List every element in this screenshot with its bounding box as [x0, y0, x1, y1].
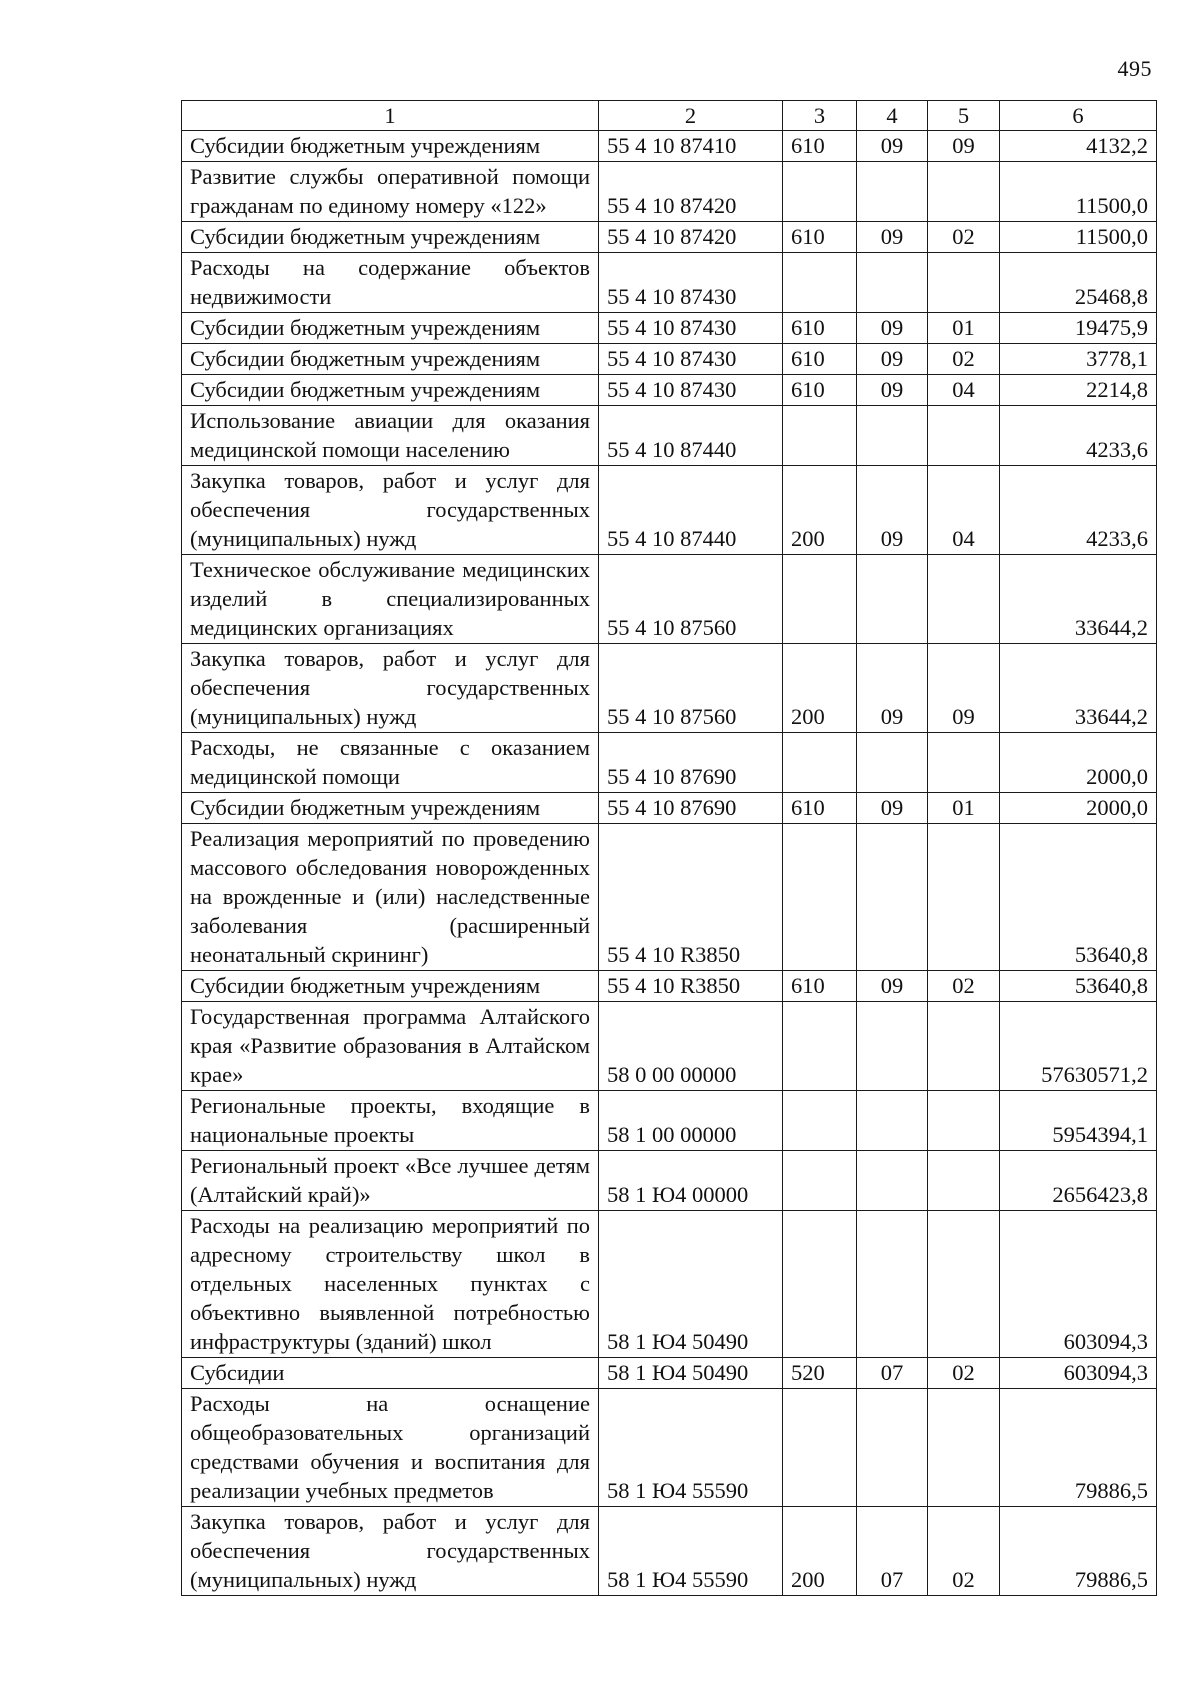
section-cell: 09	[857, 222, 928, 253]
subsection-cell: 02	[928, 222, 1000, 253]
column-header-5: 5	[928, 101, 1000, 131]
expense-name-cell: Расходы на реализацию мероприятий по адресному строительству школ в отдельных населенных пунктах с объективно выявленной потребностью инфраструктуры (зданий) школ	[182, 1211, 599, 1358]
target-code-cell: 58 1 Ю4 50490	[599, 1358, 783, 1389]
column-header-4: 4	[857, 101, 928, 131]
target-code-cell: 55 4 10 87560	[599, 644, 783, 733]
section-cell: 09	[857, 344, 928, 375]
expense-name-cell: Региональный проект «Все лучшее детям (Алтайский край)»	[182, 1151, 599, 1211]
amount-cell: 57630571,2	[1000, 1002, 1157, 1091]
section-cell	[857, 824, 928, 971]
table-row	[182, 1211, 1157, 1358]
table-row	[182, 555, 1157, 644]
amount-cell: 603094,3	[1000, 1211, 1157, 1358]
amount-cell: 53640,8	[1000, 824, 1157, 971]
target-code-cell: 58 1 Ю4 55590	[599, 1389, 783, 1507]
section-cell	[857, 1389, 928, 1507]
amount-cell: 33644,2	[1000, 644, 1157, 733]
table-row	[182, 1091, 1157, 1151]
section-cell: 09	[857, 793, 928, 824]
amount-cell: 4233,6	[1000, 406, 1157, 466]
expense-type-cell: 610	[783, 222, 857, 253]
section-cell	[857, 1002, 928, 1091]
section-cell	[857, 1151, 928, 1211]
header-row	[182, 101, 1157, 131]
expense-name-cell: Техническое обслуживание медицинских изделий в специализированных медицинских организациях	[182, 555, 599, 644]
subsection-cell: 04	[928, 375, 1000, 406]
subsection-cell	[928, 733, 1000, 793]
expense-type-cell: 200	[783, 466, 857, 555]
expense-type-cell	[783, 1091, 857, 1151]
target-code-cell: 58 1 00 00000	[599, 1091, 783, 1151]
expense-type-cell	[783, 162, 857, 222]
section-cell	[857, 253, 928, 313]
table-row	[182, 131, 1157, 162]
table-row	[182, 1002, 1157, 1091]
expense-type-cell	[783, 1002, 857, 1091]
expense-type-cell: 610	[783, 375, 857, 406]
target-code-cell: 55 4 10 87440	[599, 406, 783, 466]
target-code-cell: 55 4 10 87420	[599, 162, 783, 222]
amount-cell: 79886,5	[1000, 1389, 1157, 1507]
target-code-cell: 55 4 10 87410	[599, 131, 783, 162]
table-row	[182, 222, 1157, 253]
amount-cell: 25468,8	[1000, 253, 1157, 313]
amount-cell: 4233,6	[1000, 466, 1157, 555]
expense-name-cell: Расходы на оснащение общеобразовательных организаций средствами обучения и воспитания для реализации учебных предметов	[182, 1389, 599, 1507]
amount-cell: 2214,8	[1000, 375, 1157, 406]
target-code-cell: 58 1 Ю4 50490	[599, 1211, 783, 1358]
section-cell	[857, 1091, 928, 1151]
amount-cell: 2000,0	[1000, 733, 1157, 793]
table-row	[182, 644, 1157, 733]
target-code-cell: 55 4 10 87430	[599, 375, 783, 406]
subsection-cell	[928, 1211, 1000, 1358]
expense-type-cell: 200	[783, 1507, 857, 1596]
expense-name-cell: Субсидии бюджетным учреждениям	[182, 222, 599, 253]
subsection-cell: 04	[928, 466, 1000, 555]
target-code-cell: 55 4 10 87690	[599, 793, 783, 824]
section-cell	[857, 1211, 928, 1358]
table-row	[182, 253, 1157, 313]
expense-type-cell	[783, 1389, 857, 1507]
subsection-cell: 01	[928, 793, 1000, 824]
section-cell: 07	[857, 1507, 928, 1596]
section-cell: 09	[857, 313, 928, 344]
subsection-cell	[928, 824, 1000, 971]
amount-cell: 5954394,1	[1000, 1091, 1157, 1151]
amount-cell: 53640,8	[1000, 971, 1157, 1002]
section-cell: 09	[857, 971, 928, 1002]
expense-type-cell	[783, 1151, 857, 1211]
target-code-cell: 55 4 10 87430	[599, 344, 783, 375]
expense-type-cell: 610	[783, 131, 857, 162]
table-row	[182, 313, 1157, 344]
expense-name-cell: Субсидии бюджетным учреждениям	[182, 313, 599, 344]
section-cell	[857, 555, 928, 644]
subsection-cell: 02	[928, 344, 1000, 375]
column-header-1: 1	[182, 101, 599, 131]
section-cell	[857, 733, 928, 793]
section-cell	[857, 406, 928, 466]
expense-type-cell: 520	[783, 1358, 857, 1389]
target-code-cell: 58 0 00 00000	[599, 1002, 783, 1091]
section-cell: 09	[857, 375, 928, 406]
expense-type-cell	[783, 824, 857, 971]
expense-name-cell: Субсидии бюджетным учреждениям	[182, 344, 599, 375]
column-header-3: 3	[783, 101, 857, 131]
section-cell: 09	[857, 466, 928, 555]
section-cell: 07	[857, 1358, 928, 1389]
expense-name-cell: Субсидии бюджетным учреждениям	[182, 375, 599, 406]
table-row	[182, 971, 1157, 1002]
section-cell: 09	[857, 644, 928, 733]
table-row	[182, 466, 1157, 555]
budget-table	[181, 100, 1157, 1596]
amount-cell: 11500,0	[1000, 162, 1157, 222]
target-code-cell: 55 4 10 87430	[599, 313, 783, 344]
table-row	[182, 1358, 1157, 1389]
expense-type-cell	[783, 733, 857, 793]
expense-name-cell: Закупка товаров, работ и услуг для обеспечения государственных (муниципальных) нужд	[182, 644, 599, 733]
target-code-cell: 55 4 10 R3850	[599, 971, 783, 1002]
target-code-cell: 55 4 10 87560	[599, 555, 783, 644]
table-row	[182, 793, 1157, 824]
amount-cell: 79886,5	[1000, 1507, 1157, 1596]
section-cell	[857, 162, 928, 222]
expense-name-cell: Субсидии бюджетным учреждениям	[182, 971, 599, 1002]
expense-name-cell: Реализация мероприятий по проведению массового обследования новорожденных на врожденные и (или) наследственные заболевания (расширенный неонатальный скрининг)	[182, 824, 599, 971]
expense-name-cell: Расходы на содержание объектов недвижимости	[182, 253, 599, 313]
expense-name-cell: Субсидии бюджетным учреждениям	[182, 793, 599, 824]
amount-cell: 19475,9	[1000, 313, 1157, 344]
amount-cell: 4132,2	[1000, 131, 1157, 162]
table-row	[182, 824, 1157, 971]
expense-name-cell: Субсидии	[182, 1358, 599, 1389]
table-row	[182, 1151, 1157, 1211]
target-code-cell: 55 4 10 87420	[599, 222, 783, 253]
subsection-cell: 09	[928, 131, 1000, 162]
target-code-cell: 55 4 10 87440	[599, 466, 783, 555]
subsection-cell	[928, 555, 1000, 644]
expense-type-cell	[783, 253, 857, 313]
amount-cell: 33644,2	[1000, 555, 1157, 644]
expense-type-cell	[783, 406, 857, 466]
amount-cell: 3778,1	[1000, 344, 1157, 375]
subsection-cell: 02	[928, 971, 1000, 1002]
subsection-cell	[928, 1002, 1000, 1091]
expense-name-cell: Субсидии бюджетным учреждениям	[182, 131, 599, 162]
expense-type-cell: 610	[783, 344, 857, 375]
subsection-cell: 02	[928, 1507, 1000, 1596]
target-code-cell: 58 1 Ю4 55590	[599, 1507, 783, 1596]
expense-name-cell: Использование авиации для оказания медицинской помощи населению	[182, 406, 599, 466]
amount-cell: 603094,3	[1000, 1358, 1157, 1389]
amount-cell: 2000,0	[1000, 793, 1157, 824]
expense-type-cell: 610	[783, 313, 857, 344]
expense-type-cell	[783, 555, 857, 644]
amount-cell: 2656423,8	[1000, 1151, 1157, 1211]
subsection-cell	[928, 253, 1000, 313]
section-cell: 09	[857, 131, 928, 162]
table-row	[182, 1389, 1157, 1507]
subsection-cell: 01	[928, 313, 1000, 344]
subsection-cell: 09	[928, 644, 1000, 733]
target-code-cell: 55 4 10 87430	[599, 253, 783, 313]
column-header-2: 2	[599, 101, 783, 131]
expense-type-cell	[783, 1211, 857, 1358]
table-header	[182, 101, 1157, 131]
expense-name-cell: Закупка товаров, работ и услуг для обеспечения государственных (муниципальных) нужд	[182, 1507, 599, 1596]
expense-type-cell: 610	[783, 971, 857, 1002]
table-row	[182, 344, 1157, 375]
subsection-cell	[928, 162, 1000, 222]
expense-type-cell: 610	[783, 793, 857, 824]
column-header-6: 6	[1000, 101, 1157, 131]
table-row	[182, 406, 1157, 466]
expense-name-cell: Расходы, не связанные с оказанием медицинской помощи	[182, 733, 599, 793]
table-row	[182, 162, 1157, 222]
subsection-cell: 02	[928, 1358, 1000, 1389]
page-number: 495	[1117, 56, 1152, 81]
target-code-cell: 55 4 10 87690	[599, 733, 783, 793]
target-code-cell: 55 4 10 R3850	[599, 824, 783, 971]
expense-name-cell: Региональные проекты, входящие в национальные проекты	[182, 1091, 599, 1151]
expense-name-cell: Закупка товаров, работ и услуг для обеспечения государственных (муниципальных) нужд	[182, 466, 599, 555]
amount-cell: 11500,0	[1000, 222, 1157, 253]
subsection-cell	[928, 1389, 1000, 1507]
table-row	[182, 1507, 1157, 1596]
expense-type-cell: 200	[783, 644, 857, 733]
table-row	[182, 375, 1157, 406]
expense-name-cell: Государственная программа Алтайского края «Развитие образования в Алтайском крае»	[182, 1002, 599, 1091]
subsection-cell	[928, 1151, 1000, 1211]
subsection-cell	[928, 1091, 1000, 1151]
expense-name-cell: Развитие службы оперативной помощи гражданам по единому номеру «122»	[182, 162, 599, 222]
target-code-cell: 58 1 Ю4 00000	[599, 1151, 783, 1211]
table-row	[182, 733, 1157, 793]
subsection-cell	[928, 406, 1000, 466]
table-body	[182, 131, 1157, 1596]
